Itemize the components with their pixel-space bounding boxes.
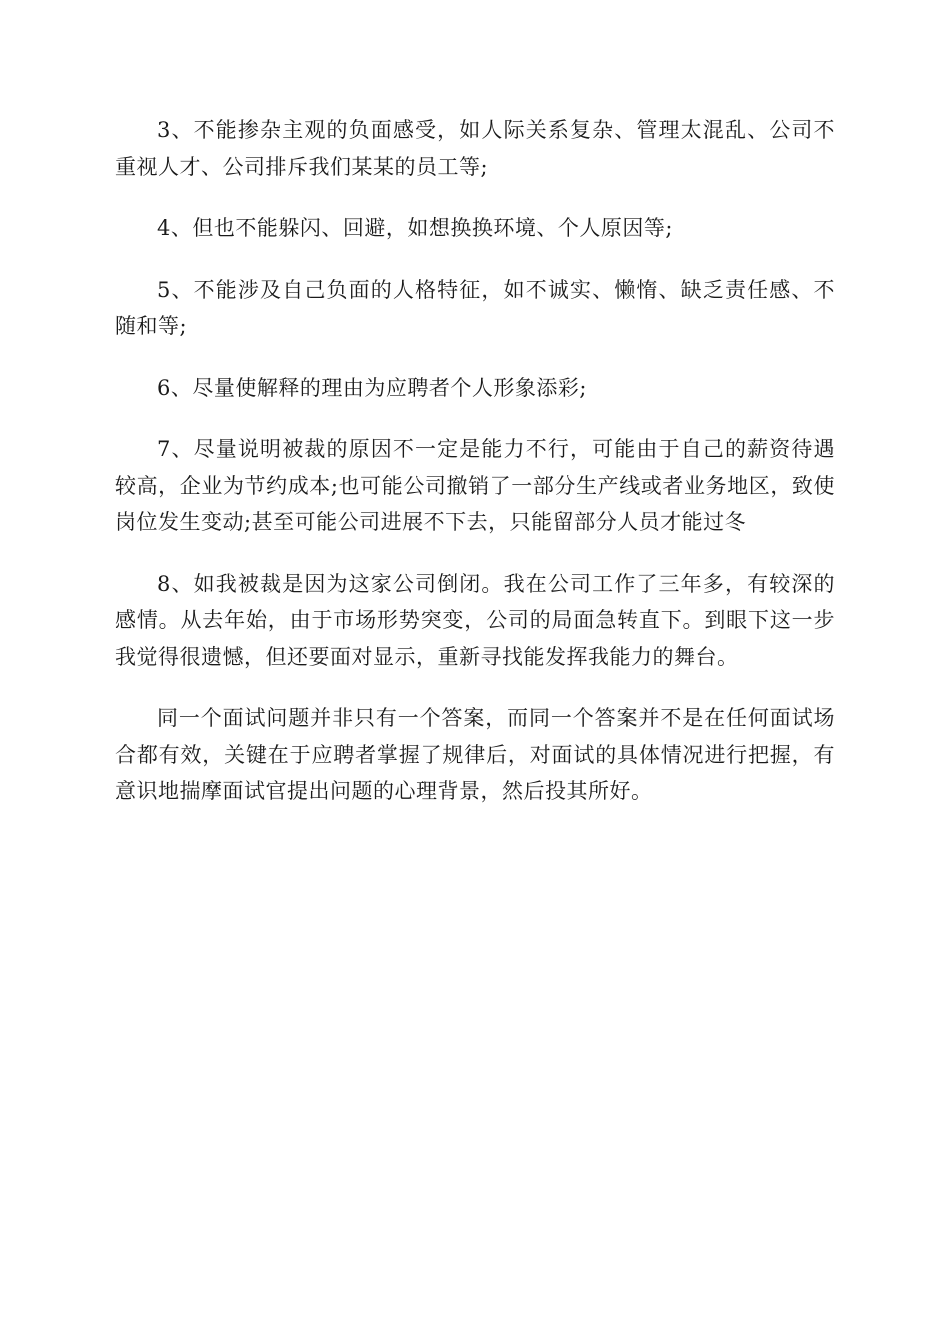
paragraph-item-8: 8、如我被裁是因为这家公司倒闭。我在公司工作了三年多，有较深的感情。从去年始，由于市场形势突变，公司的局面急转直下。到眼下这一步我觉得很遗憾，但还要面对显示，重新寻找能发挥我能力的舞台。 <box>115 571 835 669</box>
paragraph-item-5: 5、不能涉及自己负面的人格特征，如不诚实、懒惰、缺乏责任感、不随和等; <box>115 277 835 338</box>
paragraph-conclusion: 同一个面试问题并非只有一个答案，而同一个答案并不是在任何面试场合都有效，关键在于应聘者掌握了规律后，对面试的具体情况进行把握，有意识地揣摩面试官提出问题的心理背景，然后投其所好。 <box>115 706 835 803</box>
paragraph-item-4: 4、但也不能躲闪、回避，如想换换环境、个人原因等; <box>157 216 673 240</box>
paragraph-item-3: 3、不能掺杂主观的负面感受，如人际关系复杂、管理太混乱、公司不重视人才、公司排斥我们某某的员工等; <box>115 118 835 179</box>
paragraph-item-6: 6、尽量使解释的理由为应聘者个人形象添彩; <box>157 375 587 400</box>
document-body <box>115 112 835 810</box>
paragraph-item-7: 7、尽量说明被裁的原因不一定是能力不行，可能由于自己的薪资待遇较高，企业为节约成本;也可能公司撤销了一部分生产线或者业务地区，致使岗位发生变动;甚至可能公司进展不下去，只能留部分人员才能过冬 <box>115 437 835 534</box>
